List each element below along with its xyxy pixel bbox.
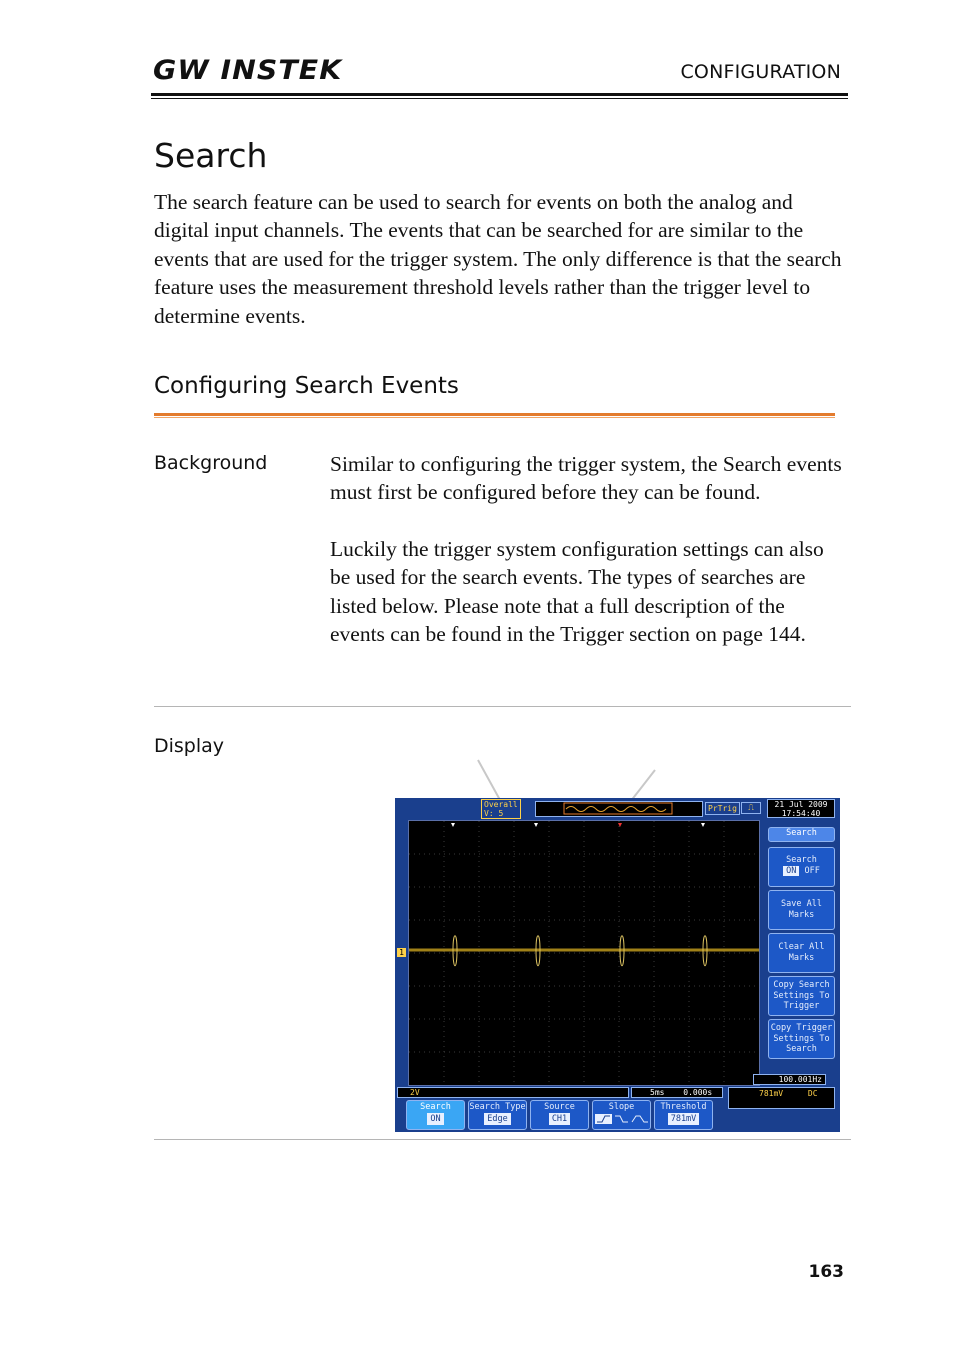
subsection-rule	[154, 413, 835, 416]
date-time	[767, 799, 835, 818]
search-type-button[interactable]	[468, 1100, 527, 1130]
row-divider-bottom	[154, 1139, 851, 1140]
page-number: 163	[808, 1262, 844, 1282]
trigger-status	[728, 1087, 835, 1109]
section-name: CONFIGURATION	[680, 61, 841, 83]
threshold-button[interactable]	[654, 1100, 713, 1130]
header-rule-thin	[151, 98, 848, 99]
bottom-search-button[interactable]	[406, 1100, 465, 1130]
search-toggle-button[interactable]	[768, 847, 835, 887]
callout-line-left	[478, 760, 500, 800]
channel-status	[397, 1087, 629, 1098]
search-type-value: Edge	[484, 1113, 510, 1125]
header-rule	[151, 93, 848, 96]
waveform-grid	[408, 820, 760, 1086]
subsection-title: Configuring Search Events	[154, 373, 459, 399]
overall-line2: V: 5	[484, 809, 504, 818]
background-paragraph-1: Similar to configuring the trigger system, the Search events must first be configured before they can be found.	[330, 452, 842, 505]
source-button[interactable]	[530, 1100, 589, 1130]
bottom-search-label: Search	[420, 1102, 451, 1112]
frequency-status	[753, 1074, 826, 1085]
save-all-marks-button[interactable]: Save All Marks	[768, 890, 835, 930]
gw-instek-logo: GW INSTEK	[153, 55, 343, 86]
trigger-level: 781mV	[759, 1089, 784, 1098]
overview-waveform	[536, 802, 702, 816]
channel1-marker: 1	[397, 948, 406, 957]
copy-search-to-trigger-button[interactable]: Copy Search Settings To Trigger	[768, 976, 835, 1016]
clear-all-marks-button[interactable]: Clear All Marks	[768, 933, 835, 973]
source-value: CH1	[549, 1113, 570, 1125]
intro-paragraph: The search feature can be used to search for events on both the analog and digital input channels. The events that can be searched for are similar to the events that are used for the trigger system. The only difference is that the search feature uses the measurement threshold levels rather than the trigger level to determine events.	[154, 190, 842, 328]
side-menu-title: Search	[768, 827, 835, 842]
page-title: Search	[154, 136, 268, 175]
trigger-pulse-icon: ⎍	[741, 802, 761, 814]
row-divider	[154, 706, 851, 707]
copy-trigger-to-search-button[interactable]: Copy Trigger Settings To Search	[768, 1019, 835, 1059]
threshold-value: 781mV	[668, 1113, 700, 1125]
grid-lines	[409, 821, 759, 1085]
search-toggle-label: Search	[786, 855, 817, 865]
background-label: Background	[154, 452, 268, 474]
date: 21 Jul 2009	[774, 800, 828, 809]
source-label: Source	[544, 1102, 575, 1112]
subsection-rule-thin	[154, 417, 835, 418]
search-on: ON	[783, 866, 799, 876]
slope-button[interactable]	[592, 1100, 651, 1130]
timebase: 5ms	[650, 1088, 665, 1097]
timebase-status	[631, 1087, 723, 1098]
ch1-scale: 2V	[410, 1088, 420, 1097]
coupling: DC	[807, 1089, 818, 1098]
horizontal-position: 0.000s	[683, 1088, 713, 1097]
record-overview	[535, 801, 703, 817]
prtrig-label: PrTrig	[705, 802, 740, 815]
display-label: Display	[154, 735, 225, 757]
bottom-search-value: ON	[427, 1113, 443, 1125]
oscilloscope-screenshot	[395, 798, 840, 1132]
search-off: OFF	[804, 865, 820, 876]
search-type-label: Search Type	[469, 1102, 526, 1112]
overall-indicator	[481, 799, 521, 819]
slope-icons	[594, 1113, 650, 1125]
frequency: 100.001Hz	[778, 1075, 822, 1084]
background-text	[330, 450, 845, 648]
overall-line1: Overall	[484, 800, 518, 809]
background-paragraph-2: Luckily the trigger system configuration settings can also be used for the search events. The types of searches are listed below. Please note that a full description of the events can be found in the Trigger section on page 144.	[330, 536, 824, 647]
time: 17:54:40	[781, 809, 821, 818]
slope-label: Slope	[608, 1102, 635, 1112]
threshold-label: Threshold	[660, 1102, 707, 1112]
